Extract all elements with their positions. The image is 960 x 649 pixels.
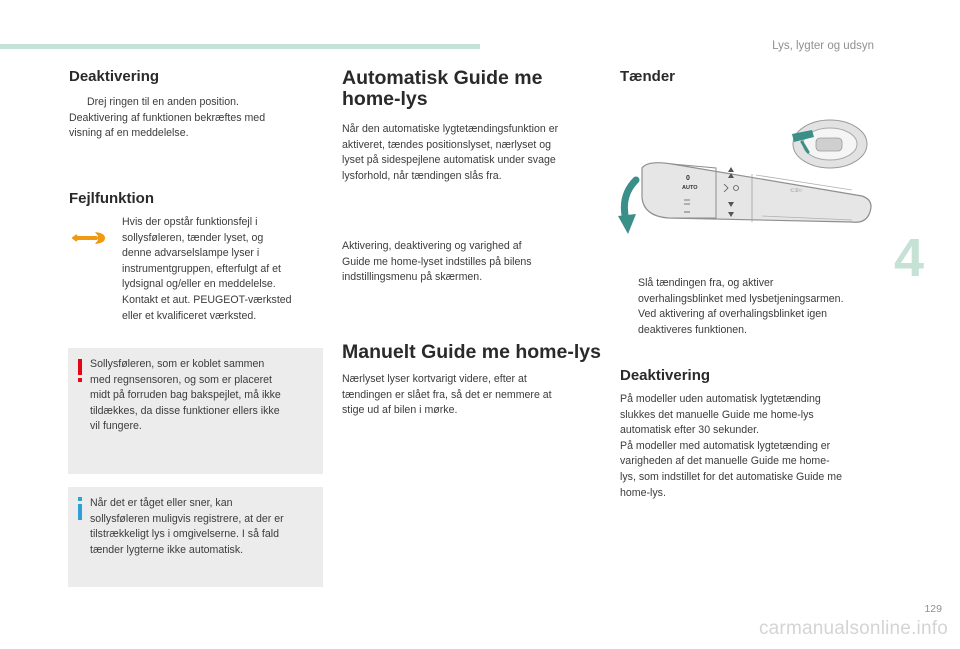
page-number: 129 [924,603,942,615]
deaktivering-body-col3: På modeller uden automatisk lygtetænding slukkes det manuelle Guide me home-lys automatisk efter 30 sekunder. På modeller med automatisk lygtetænding er varigheden af det manuelle Guide me home- lys, som indstillet for det automatiske Guide me home-lys. [620,393,842,499]
automatisk-para1: Når den automatiske lygtetændingsfunktion er aktiveret, tændes positionslyset, nærlyset og lyset på sidespejlene automatisk under svage lysforhold, når tændingen slås fra. [342,123,559,182]
exclamation-icon [78,359,82,375]
deaktivering-heading-col1: Deaktivering [69,68,160,85]
info-dot-icon [78,497,82,501]
taender-bullets [620,276,844,338]
svg-text:⊂≡○: ⊂≡○ [790,188,803,194]
info-text: Når det er tåget eller sner, kan sollysføleren muligvis registrere, at der er tilstrækkeligt lys i omgivelserne. I så fald tænder lygterne ikke automatisk. [90,497,284,556]
fejlfunktion-heading: Fejlfunktion [69,190,154,207]
taender-heading: Tænder [620,68,676,85]
chapter-number: 4 [894,228,925,288]
wrench-warning-icon [72,229,108,247]
watermark: carmanualsonline.info [758,618,948,639]
pull-arrow-icon [624,180,636,220]
automatisk-heading: Automatisk Guide me home-lys [342,67,543,110]
header-accent-bar [0,44,480,49]
exclamation-dot-icon [78,378,82,382]
fejlfunktion-body: Hvis der opstår funktionsfejl i sollysføleren, tænder lyset, og denne advarselslampe lyser i instrumentgruppen, efterfulgt af et lydsignal og/eller en meddelelse. Kontakt et aut. PEUGEOT-værksted eller et kvalificeret værksted. [122,216,292,322]
manuelt-heading: Manuelt Guide me home-lys [342,341,601,363]
manuelt-body: Nærlyset lyser kortvarigt videre, efter at tændingen er slået fra, så det er nemmere at stige ud af bilen i mørke. [342,373,552,417]
stalk-label-zero: 0 [686,175,690,182]
list-item: Slå tændingen fra, og aktiver overhalingsblinket med lysbetjeningsarmen. [638,277,844,305]
warning-box [68,348,323,474]
deaktivering-heading-col3: Deaktivering [620,367,711,384]
info-icon [78,504,82,520]
warning-text: Sollysføleren, som er koblet sammen med regnsensoren, og som er placeret midt på forruden bag bakspejlet, må ikke tildækkes, da disse funktioner ellers ikke vil fungere. [90,358,281,433]
list-item: Ved aktivering af overhalingsblinket igen deaktiveres funktionen. [638,308,828,336]
list-item: Drej ringen til en anden position. [87,96,239,108]
deaktivering-body-col1: Drej ringen til en anden position. Deaktivering af funktionen bekræftes med visning af en meddelelse. [69,95,329,142]
stalk-label-auto: AUTO [682,185,698,191]
info-box [68,487,323,587]
light-stalk-illustration [612,112,874,238]
automatisk-para2: Aktivering, deaktivering og varighed af Guide me home-lyset indstilles på bilens indstillingsmenu på skærmen. [342,240,532,284]
section-title: Lys, lygter og udsyn [772,40,874,52]
